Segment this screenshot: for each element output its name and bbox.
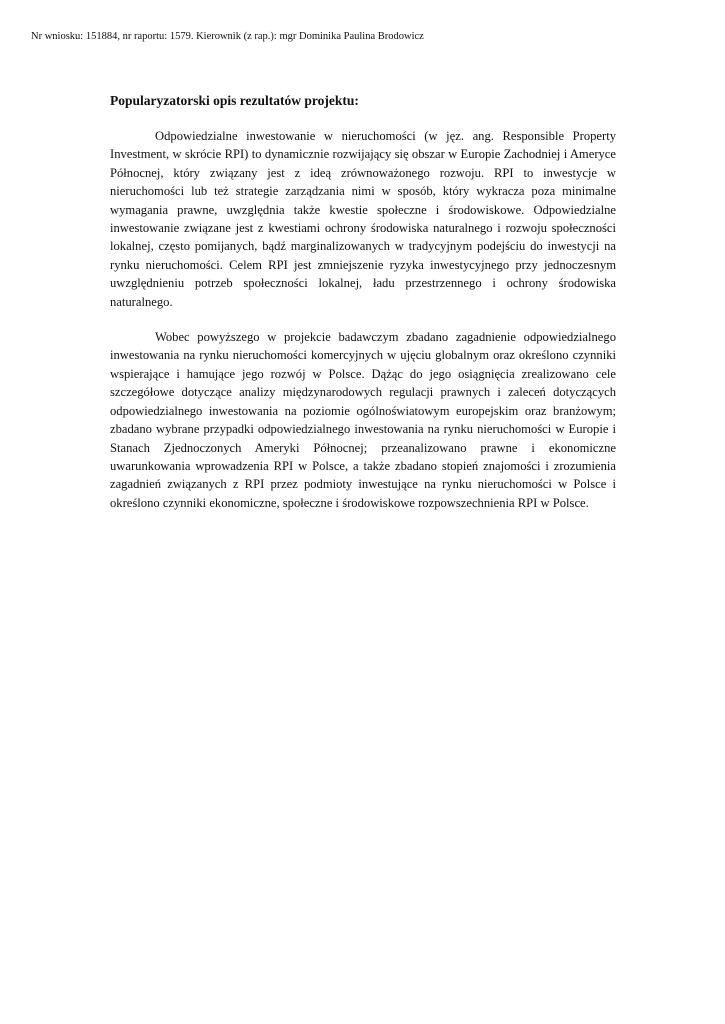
paragraph-rpi-definition: Odpowiedzialne inwestowanie w nieruchomości (w jęz. ang. Responsible Property Investment, w skrócie RPI) to dynamicznie rozwijający się obszar w Europie Zachodniej i Ameryce Północnej, który związany jest z ideą zrównoważonego rozwoju. RPI to inwestycje w nieruchomości lub też strategie zarządzania nimi w sposób, który wykracza poza minimalne wymagania prawne, uwzględnia także kwestie społeczne i środowiskowe. Odpowiedzialne inwestowanie związane jest z kwestiami ochrony środowiska naturalnego i rozwoju społeczności lokalnej, często pomijanych, bądź marginalizowanych w tradycyjnym podejściu do inwestycji na rynku nieruchomości. Celem RPI jest zmniejszenie ryzyka inwestycyjnego przy jednoczesnym uwzględnieniu potrzeb społeczności lokalnej, ładu przestrzennego i ochrony środowiska naturalnego. (110, 129, 616, 309)
section-heading: Popularyzatorski opis rezultatów projektu: (110, 93, 359, 108)
document-body (110, 92, 616, 529)
paragraph-project-results: Wobec powyższego w projekcie badawczym zbadano zagadnienie odpowiedzialnego inwestowania na rynku nieruchomości komercyjnych w ujęciu globalnym oraz określono czynniki wspierające i hamujące jego rozwój w Polsce. Dążąc do jego osiągnięcia zrealizowano cele szczegółowe dotyczące analizy międzynarodowych regulacji prawnych i zaleceń dotyczących odpowiedzialnego inwestowania na poziomie ogólnoświatowym europejskim oraz branżowym; zbadano wybrane przypadki odpowiedzialnego inwestowania na rynku nieruchomości w Europie i Stanach Zjednoczonych Ameryki Północnej; przeanalizowano prawne i ekonomiczne uwarunkowania wprowadzenia RPI w Polsce, a także zbadano stopień znajomości i zrozumienia zagadnień związanych z RPI przez podmioty inwestujące na rynku nieruchomości w Polsce i określono czynniki ekonomiczne, społeczne i środowiskowe rozpowszechnienia RPI w Polsce. (110, 330, 616, 510)
page-header: Nr wniosku: 151884, nr raportu: 1579. Kierownik (z rap.): mgr Dominika Paulina Brodowicz (31, 31, 424, 42)
